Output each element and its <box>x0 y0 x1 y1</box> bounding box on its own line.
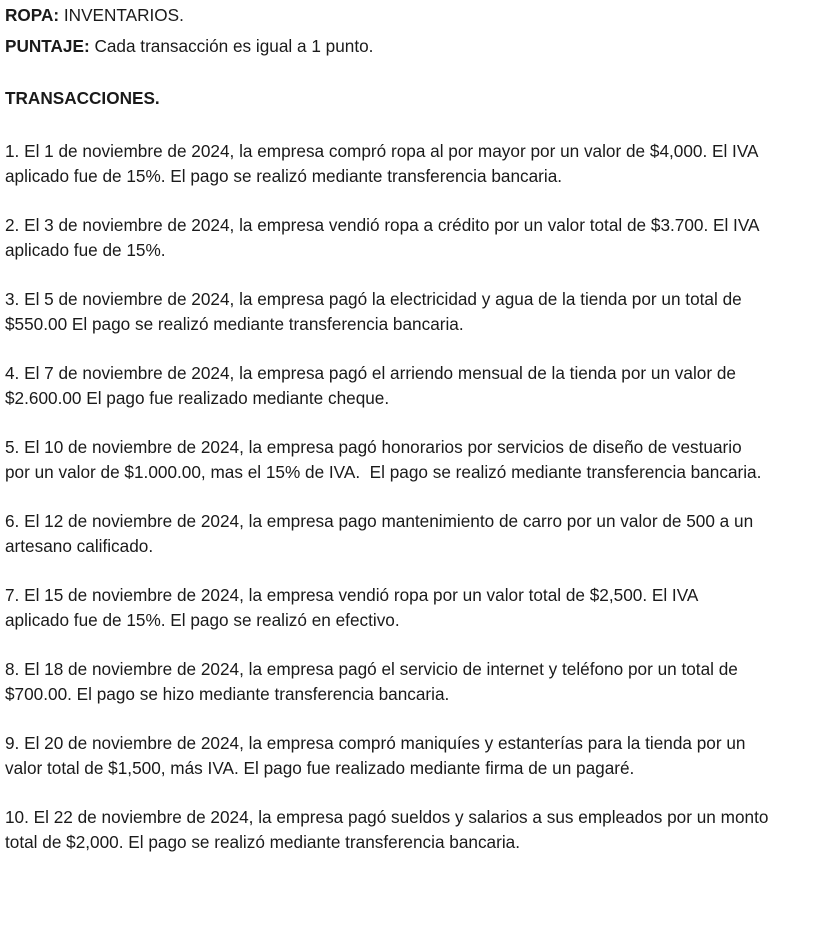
puntaje-value: Cada transacción es igual a 1 punto. <box>89 36 374 56</box>
transaction-item <box>5 731 837 780</box>
transaction-line: artesano calificado. <box>5 536 154 556</box>
transaction-item <box>5 657 837 706</box>
transaction-line: 1. El 1 de noviembre de 2024, la empresa compró ropa al por mayor por un valor de $4,000. El IVA <box>5 141 759 161</box>
transaction-line: 3. El 5 de noviembre de 2024, la empresa pagó la electricidad y agua de la tienda por un total de <box>5 289 742 309</box>
transaction-line: por un valor de $1.000.00, mas el 15% de IVA. El pago se realizó mediante transferencia bancaria. <box>5 462 762 482</box>
transaction-line: 2. El 3 de noviembre de 2024, la empresa vendió ropa a crédito por un valor total de $3.700. El IVA <box>5 215 760 235</box>
transaction-line: aplicado fue de 15%. <box>5 240 166 260</box>
transaction-item <box>5 361 837 410</box>
transaction-line: 4. El 7 de noviembre de 2024, la empresa pagó el arriendo mensual de la tienda por un valor de <box>5 363 736 383</box>
transaction-item <box>5 139 837 188</box>
transaction-line: $2.600.00 El pago fue realizado mediante cheque. <box>5 388 390 408</box>
transaction-item <box>5 805 837 854</box>
transaction-line: 8. El 18 de noviembre de 2024, la empresa pagó el servicio de internet y teléfono por un total de <box>5 659 738 679</box>
transaction-item <box>5 435 837 484</box>
ropa-heading <box>5 3 184 27</box>
transaction-item <box>5 287 837 336</box>
transaction-line: 6. El 12 de noviembre de 2024, la empresa pago mantenimiento de carro por un valor de 500 a un <box>5 511 754 531</box>
transaction-line: valor total de $1,500, más IVA. El pago fue realizado mediante firma de un pagaré. <box>5 758 635 778</box>
transaction-line: total de $2,000. El pago se realizó mediante transferencia bancaria. <box>5 832 520 852</box>
transaction-item <box>5 583 837 632</box>
transaction-list <box>5 139 837 879</box>
ropa-label: ROPA: <box>5 5 60 25</box>
transaction-line: 10. El 22 de noviembre de 2024, la empresa pagó sueldos y salarios a sus empleados por un monto <box>5 807 769 827</box>
ropa-value: INVENTARIOS. <box>59 5 184 25</box>
section-title: TRANSACCIONES. <box>5 88 160 108</box>
transaction-line: $550.00 El pago se realizó mediante transferencia bancaria. <box>5 314 464 334</box>
transaction-item <box>5 509 837 558</box>
transaction-item <box>5 213 837 262</box>
transaction-line: aplicado fue de 15%. El pago se realizó mediante transferencia bancaria. <box>5 166 563 186</box>
transaction-line: 9. El 20 de noviembre de 2024, la empresa compró maniquíes y estanterías para la tienda por un <box>5 733 746 753</box>
transaction-line: $700.00. El pago se hizo mediante transferencia bancaria. <box>5 684 450 704</box>
puntaje-heading <box>5 34 373 58</box>
transaction-line: 5. El 10 de noviembre de 2024, la empresa pagó honorarios por servicios de diseño de vestuario <box>5 437 742 457</box>
puntaje-label: PUNTAJE: <box>5 36 90 56</box>
transaction-line: 7. El 15 de noviembre de 2024, la empresa vendió ropa por un valor total de $2,500. El IVA <box>5 585 699 605</box>
transaction-line: aplicado fue de 15%. El pago se realizó en efectivo. <box>5 610 400 630</box>
